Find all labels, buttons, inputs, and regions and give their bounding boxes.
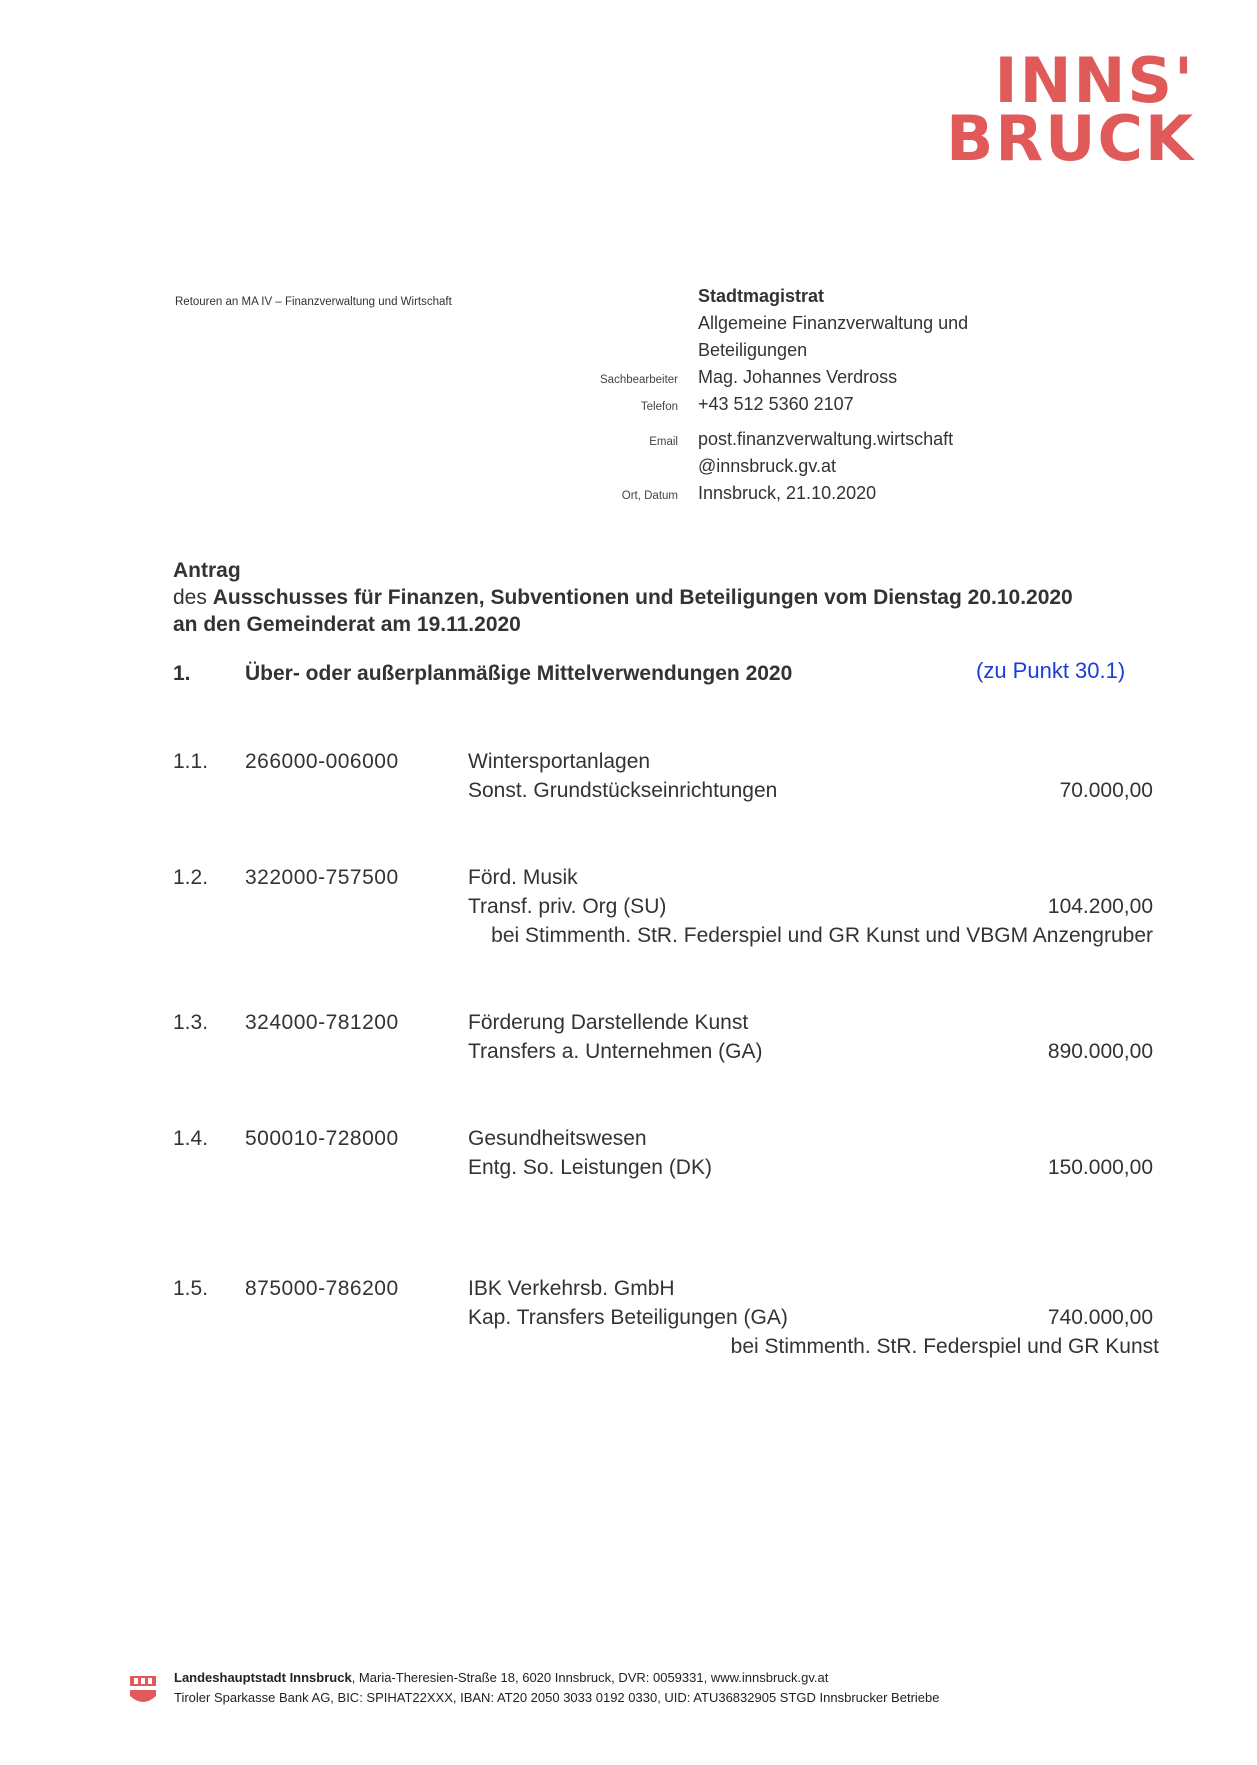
entry-1-5 — [173, 1277, 1159, 1364]
entry-1-1 — [173, 750, 1153, 808]
reference-note: (zu Punkt 30.1) — [976, 658, 1126, 683]
entry-amount: 70.000,00 — [1059, 779, 1153, 802]
subject-council: an den Gemeinderat am 19.11.2020 — [173, 613, 521, 636]
entry-account: 500010-728000 — [245, 1127, 399, 1150]
entry-amount: 890.000,00 — [1047, 1040, 1153, 1063]
email-label: Email — [649, 436, 678, 448]
sender-block — [560, 286, 1160, 510]
entry-1-4 — [173, 1127, 1153, 1185]
entry-account: 324000-781200 — [245, 1011, 399, 1034]
entry-number: 1.3. — [173, 1011, 209, 1034]
entry-desc-2: Entg. So. Leistungen (DK) — [468, 1156, 712, 1179]
sender-org: Stadtmagistrat — [698, 286, 825, 306]
entry-account: 322000-757500 — [245, 866, 399, 889]
entry-1-2 — [173, 866, 1153, 953]
entry-desc-2: Kap. Transfers Beteiligungen (GA) — [468, 1306, 788, 1329]
footer-city: Landeshauptstadt Innsbruck — [174, 1670, 352, 1685]
footer-address: , Maria-Theresien-Straße 18, 6020 Innsbruck, DVR: 0059331, www.innsbruck.gv.at — [351, 1670, 829, 1685]
clerk-label: Sachbearbeiter — [600, 374, 678, 386]
city-crest-icon — [128, 1672, 158, 1708]
clerk-name: Mag. Johannes Verdross — [698, 367, 898, 387]
entry-amount: 150.000,00 — [1047, 1156, 1153, 1179]
section-number: 1. — [173, 662, 191, 685]
phone-value: +43 512 5360 2107 — [698, 394, 854, 414]
subject-prefix: des — [173, 586, 213, 609]
return-address: Retouren an MA IV – Finanzverwaltung und Wirtschaft — [175, 296, 452, 308]
entry-account: 266000-006000 — [245, 750, 399, 773]
entry-desc-2: Sonst. Grundstückseinrichtungen — [468, 779, 778, 802]
sender-dept-2: Beteiligungen — [698, 340, 808, 360]
entry-desc-1: IBK Verkehrsb. GmbH — [468, 1277, 675, 1300]
email-line-2[interactable]: @innsbruck.gv.at — [698, 456, 836, 476]
entry-number: 1.5. — [173, 1277, 209, 1300]
entry-desc-2: Transfers a. Unternehmen (GA) — [468, 1040, 763, 1063]
entry-desc-1: Gesundheitswesen — [468, 1127, 647, 1150]
email-line-1[interactable]: post.finanzverwaltung.wirtschaft — [698, 429, 954, 449]
entry-number: 1.1. — [173, 750, 209, 773]
entry-note: bei Stimmenth. StR. Federspiel und GR Kunst und VBGM Anzengruber — [491, 924, 1153, 947]
entry-desc-2: Transf. priv. Org (SU) — [468, 895, 667, 918]
phone-label: Telefon — [640, 401, 678, 413]
subject-title: Antrag — [173, 559, 241, 582]
date-label: Ort, Datum — [621, 490, 678, 502]
entry-1-3 — [173, 1011, 1153, 1069]
entry-number: 1.4. — [173, 1127, 209, 1150]
entry-account: 875000-786200 — [245, 1277, 399, 1300]
sender-dept-1: Allgemeine Finanzverwaltung und — [698, 313, 969, 333]
entry-amount: 740.000,00 — [1047, 1306, 1153, 1329]
section-title: Über- oder außerplanmäßige Mittelverwendungen 2020 — [245, 662, 793, 685]
entry-desc-1: Wintersportanlagen — [468, 750, 651, 773]
entry-desc-1: Förd. Musik — [468, 866, 578, 889]
city-logo — [925, 44, 1195, 175]
entry-desc-1: Förderung Darstellende Kunst — [468, 1011, 749, 1034]
date-value: Innsbruck, 21.10.2020 — [698, 483, 877, 503]
logo-line-2: BRUCK — [946, 102, 1195, 175]
footer-bank: Tiroler Sparkasse Bank AG, BIC: SPIHAT22XXX, IBAN: AT20 2050 3033 0192 0330, UID: ATU36832905 STGD Innsbrucker Betriebe — [174, 1690, 940, 1705]
entry-note: bei Stimmenth. StR. Federspiel und GR Kunst — [730, 1335, 1159, 1358]
entry-number: 1.2. — [173, 866, 209, 889]
subject-block — [173, 557, 1173, 638]
entry-amount: 104.200,00 — [1047, 895, 1153, 918]
subject-committee: Ausschusses für Finanzen, Subventionen und Beteiligungen vom Dienstag 20.10.2020 — [212, 586, 1073, 609]
logo-line-1: INNS' — [994, 44, 1195, 117]
